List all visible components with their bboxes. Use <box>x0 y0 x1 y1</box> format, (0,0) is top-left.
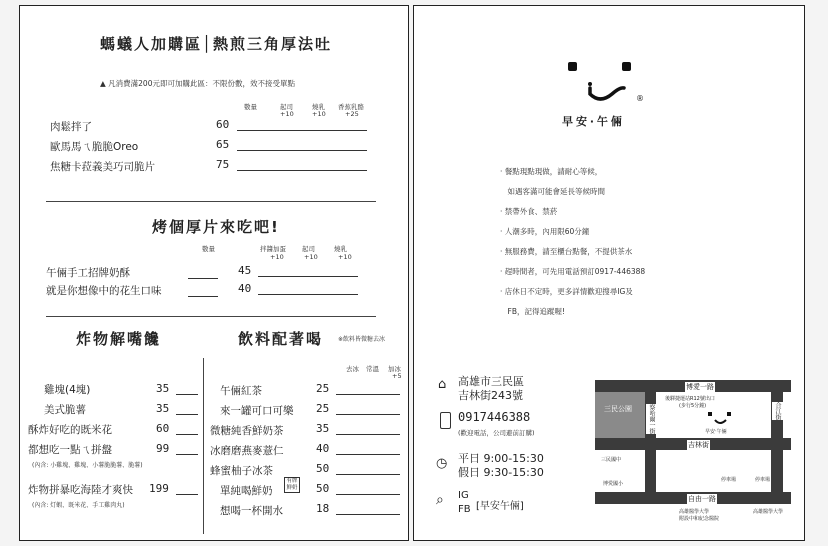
col-head: 常溫 <box>366 365 379 373</box>
drink-note: ※飲料皆微糖去冰 <box>338 336 386 343</box>
menu-item-price: 50 <box>316 462 330 475</box>
fb-label[interactable]: FB <box>458 504 471 515</box>
menu-item-price: 35 <box>156 382 170 395</box>
map-label: 附設中和紀念醫院 <box>679 516 720 522</box>
order-line <box>258 294 358 295</box>
menu-item-name: 午倆手工招牌奶酥 <box>46 267 130 279</box>
notice-line: ‧ 店休日不定時，更多詳情歡迎搜尋IG及 <box>500 287 633 296</box>
road-label: 合江街 <box>774 402 781 420</box>
map-label: 停車場 <box>755 477 771 483</box>
road-hejiang <box>771 380 783 504</box>
col-head: 香蕉乳酪 <box>338 103 364 111</box>
menu-right-page <box>413 5 805 541</box>
qty-line <box>176 414 198 415</box>
order-line <box>336 454 400 455</box>
order-line <box>258 276 358 277</box>
order-line <box>336 494 400 495</box>
menu-item-price: 60 <box>216 118 230 131</box>
map-label: (步行5分鐘) <box>679 403 707 409</box>
menu-item-price: 65 <box>216 138 230 151</box>
menu-item-name: 來一罐可口可樂 <box>220 405 294 417</box>
order-line <box>336 394 400 395</box>
col-head: 數量 <box>202 245 215 253</box>
menu-item-name: 冰磨磨燕麥薏仁 <box>210 445 284 457</box>
menu-item-price: 75 <box>216 158 230 171</box>
menu-item-price: 40 <box>238 282 252 295</box>
order-line <box>237 130 367 131</box>
col-add: +5 <box>392 372 402 380</box>
menu-item-price: 25 <box>316 382 330 395</box>
menu-item-name: 炸物拼暴吃海陸才爽快 <box>28 484 133 496</box>
menu-left-page <box>19 5 409 541</box>
menu-item-price: 45 <box>238 264 252 277</box>
section-title-drinks: 飲料配著喝 <box>238 330 324 348</box>
location-map[interactable] <box>595 374 791 524</box>
address <box>458 375 524 403</box>
hours-weekend: 假日 9:30-15:30 <box>458 466 544 479</box>
col-head: 燒乳 <box>312 103 325 111</box>
menu-item-name: 單純喝鮮奶 <box>220 485 273 497</box>
qty-line <box>176 394 198 395</box>
col-add: +10 <box>338 253 352 261</box>
col-add: +10 <box>304 253 318 261</box>
menu-item-price: 35 <box>316 422 330 435</box>
menu-item-name: 肉鬆拌了 <box>50 121 92 133</box>
notice-line: ‧ 餐點現點現做，請耐心等候， <box>500 167 603 176</box>
brand-name: 早安‧午倆 <box>562 115 625 128</box>
item-note: (內含: 小雞塊、雞塊、小薯脆脆薯、脆薯) <box>32 462 143 469</box>
search-icon: ⌕ <box>436 492 444 508</box>
qty-line <box>188 278 218 279</box>
menu-item-name: 想喝一杯開水 <box>220 505 283 517</box>
order-line <box>237 150 367 151</box>
menu-item-price: 18 <box>316 502 330 515</box>
notice-line: FB，記得追蹤喔! <box>500 307 565 316</box>
phone-note: (歡迎電話，公司避前訂購) <box>458 429 535 437</box>
opening-hours <box>458 452 544 480</box>
column-divider <box>203 358 204 534</box>
item-note: (內含: 灯蝦、既米花、手工雞肉丸) <box>32 502 125 509</box>
col-head: 去冰 <box>346 365 359 373</box>
home-icon: ⌂ <box>438 377 447 392</box>
col-head: 起司 <box>302 245 315 253</box>
menu-item-price: 50 <box>316 482 330 495</box>
menu-item-price: 35 <box>156 402 170 415</box>
smile-logo <box>560 54 640 114</box>
menu-item-name: 都想吃一點ㄟ拼盤 <box>28 444 112 456</box>
menu-item-name: 歐馬馬ㄟ脆脆Oreo <box>50 141 139 153</box>
menu-item-name: 雞塊(4塊) <box>44 384 91 396</box>
menu-item-price: 99 <box>156 442 170 455</box>
menu-item-name: 酥炸好吃的既米花 <box>28 424 112 436</box>
menu-item-name: 午倆紅茶 <box>220 385 262 397</box>
col-head: 加冰 <box>388 365 401 373</box>
menu-item-price: 25 <box>316 402 330 415</box>
map-label: 博愛國小 <box>603 481 624 487</box>
notice-line: 如遇客滿可能會延長等候時間 <box>500 187 605 196</box>
col-add: +10 <box>270 253 284 261</box>
park-label: 三民公園 <box>604 405 632 413</box>
road-label: 自由一路 <box>688 495 716 503</box>
menu-item-name: 焦糖卡菈義美巧司脆片 <box>50 161 155 173</box>
addon-warning: ▲ 凡消費滿200元即可加購此區：不限份數，效不接受單點 <box>100 79 295 88</box>
section-title-addon: 螞蟻人加購區│熱煎三角厚法吐 <box>100 35 333 53</box>
order-line <box>336 474 400 475</box>
menu-item-price: 199 <box>149 482 169 495</box>
hours-weekday: 平日 9:00-15:30 <box>458 452 544 465</box>
section-title-toast: 烤個厚片來吃吧! <box>152 218 280 236</box>
address-line: 吉林街243號 <box>458 389 523 402</box>
phone-number[interactable]: 0917446388 <box>458 410 531 424</box>
col-add: +25 <box>345 110 359 118</box>
section-title-fried: 炸物解嘴饞 <box>76 330 162 348</box>
phone-icon <box>440 412 451 429</box>
map-label: 後驛捷運站R12號出口 <box>665 396 715 402</box>
registered-mark: ® <box>636 94 644 103</box>
road-label: 博愛一路 <box>686 383 714 391</box>
col-head: 起司 <box>280 103 293 111</box>
menu-item-name: 蜂蜜柚子冰茶 <box>210 465 273 477</box>
col-head: 燒乳 <box>334 245 347 253</box>
notice-line: ‧ 禁帶外食、禁菸 <box>500 207 558 216</box>
social-handle[interactable]: [早安午倆] <box>476 501 524 512</box>
menu-item-price: 40 <box>316 442 330 455</box>
map-label: 停車場 <box>721 477 737 483</box>
notice-line: ‧ 趕時間者，可先用電話預訂0917-446388 <box>500 267 646 276</box>
divider <box>46 201 376 202</box>
smile-logo-icon <box>560 54 640 114</box>
qty-line <box>188 296 218 297</box>
park-area <box>595 392 645 438</box>
clock-icon: ◷ <box>436 456 448 471</box>
qty-line <box>176 434 198 435</box>
map-label: 高雄醫學大學 <box>753 509 784 515</box>
menu-item-name: 美式脆薯 <box>44 404 86 416</box>
road-label: 察哈爾一街 <box>648 404 655 434</box>
road-label: 吉林街 <box>688 441 709 449</box>
col-head: 拌醬加蛋 <box>260 245 286 253</box>
social-labels <box>458 489 471 517</box>
qty-line <box>176 494 198 495</box>
road-chahaer <box>645 380 656 504</box>
menu-item-price: 60 <box>156 422 170 435</box>
col-add: +10 <box>312 110 326 118</box>
map-label: 三民國中 <box>601 457 622 463</box>
map-brand: 早安‧午倆 <box>705 429 727 435</box>
fresh-milk-badge: 有牌鮮奶 <box>284 477 300 493</box>
menu-item-name: 就是你想像中的花生口味 <box>46 285 162 297</box>
col-add: +10 <box>280 110 294 118</box>
qty-line <box>176 454 198 455</box>
address-line: 高雄市三民區 <box>458 375 524 388</box>
divider <box>46 316 376 317</box>
order-line <box>336 434 400 435</box>
notice-line: ‧ 無服務費，請至櫃台點餐，不提供茶水 <box>500 247 633 256</box>
col-head: 數量 <box>244 103 257 111</box>
order-line <box>336 514 400 515</box>
notice-line: ‧ 人潮多時，內用限60分鐘 <box>500 227 590 236</box>
order-line <box>336 414 400 415</box>
order-line <box>237 170 367 171</box>
menu-item-name: 微糖純香鮮奶茶 <box>210 425 284 437</box>
ig-label[interactable]: IG <box>458 490 469 501</box>
map-label: 高雄醫學大學 <box>679 509 710 515</box>
